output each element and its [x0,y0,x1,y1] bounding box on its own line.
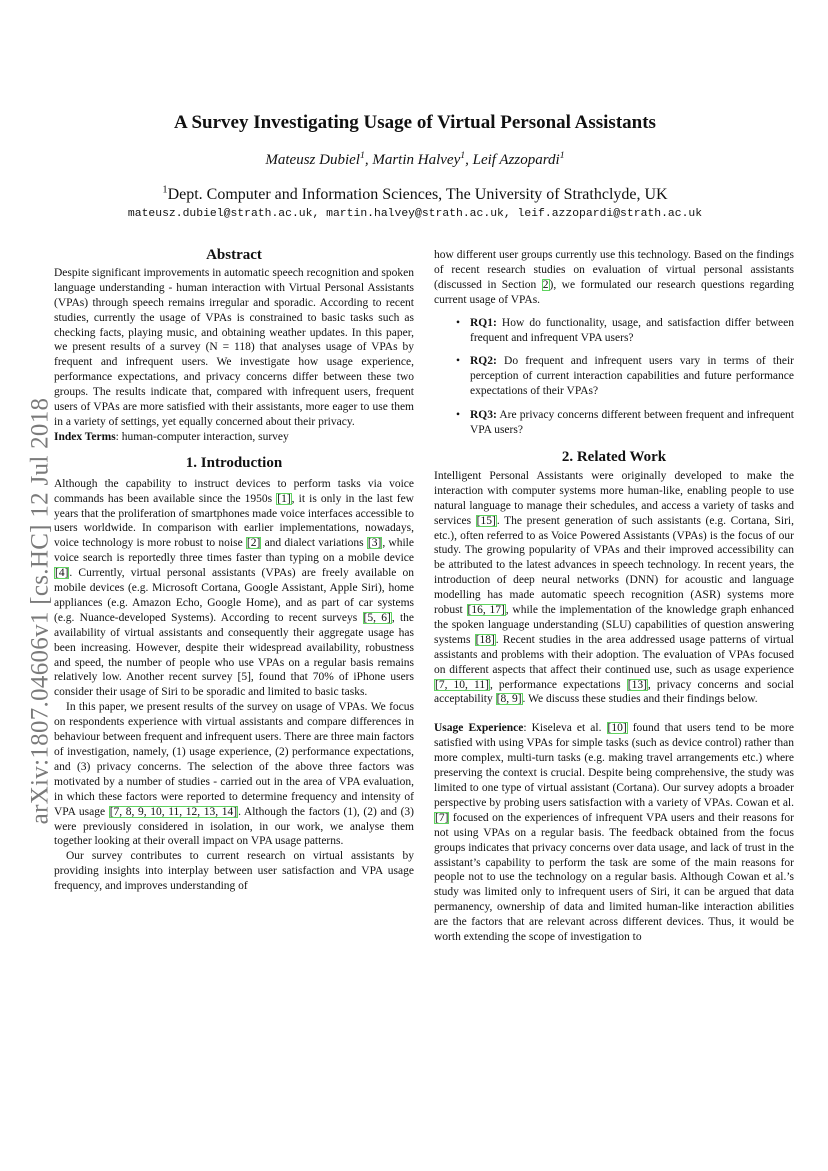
arxiv-identifier: arXiv:1807.04606v1 [cs.HC] 12 Jul 2018 [26,397,53,825]
citation-link[interactable]: [8, 9] [496,693,522,706]
research-questions-list [434,316,794,438]
usage-experience-paragraph: Usage Experience: Kiseleva et al. [10] found that users tend to be more satisfied with using VPAs for simple tasks (such as device control) rather than more complex, multi-turn tasks (e.g. making travel arrangements etc.) where preserving the context is crucial. Despite being comprehensive, the study was limited to one type of virtual assistant (Cortana). Our survey adopts a broader perspective by probing users satisfaction with a variety of VPAs. Cowan et al. [7] focused on the experiences of infrequent VPA users and their reasons for not using VPAs on a regular basis. The feedback obtained from the focus groups indicates that privacy concerns over data usage, and lack of trust in the assistant’s capability to perform the task are some of the main reasons for people not to use the technology on a regular basis. Although Cowan et al.’s study was limited only to infrequent users of Siri, it can be argued that data permanency, ownership of data and limited human-like interaction abilities are the factors that are relevant across different devices. Thus, it would be worth extending the scope of investigation to [434,722,794,944]
author-name: Martin Halvey [372,152,461,168]
abstract-text: Despite significant improvements in automatic speech recognition and spoken language understanding - human interaction with Virtual Personal Assistants (VPAs) through speech remains irregular and sporadic. According to recent studies, currently the usage of VPAs is constrained to basic tasks such as checking facts, playing music, and obtaining weather updates. In this paper, we present results of a survey (N = 118) that analyses usage of VPAs by frequent and infrequent users. We investigate how usage experience, performance expectations, and privacy concerns differ between these two groups. The results indicate that, compared with infrequent users, frequent users of VPAs are more satisfied with their assistants, more eager to use them in a variety of settings, yet equally concerned about their privacy. [54,266,414,428]
introduction-heading: 1. Introduction [185,454,283,471]
author-list: Mateusz Dubiel$^1$, Martin Halvey$^1$, Leif Azzopardi$^1$ [265,150,565,168]
citation-link[interactable]: [13] [627,678,647,691]
citation-link[interactable]: [2] [246,537,261,550]
author-emails: mateusz.dubiel@strath.ac.uk, martin.halvey@strath.ac.uk, leif.azzopardi@strath.ac.uk [127,208,703,220]
citation-link[interactable]: [18] [475,633,495,646]
citation-link[interactable]: [5, 6] [363,611,391,624]
abstract-heading: Abstract [206,247,262,263]
author-name: Leif Azzopardi [472,152,560,168]
intro-paragraph: Although the capability to instruct devices to perform tasks via voice commands has been available since the 1950s [1], it is only in the last few years that the proliferation of smartphones made voice interfaces accessible to users worldwide. In comparison with earlier implementations, nowadays, voice technology is more robust to noise [2] and dialect variations [3], while voice search is reportedly three times faster than typing on a mobile device [4]. Currently, virtual personal assistants (VPAs) are freely available on mobile devices (e.g. Microsoft Cortana, Google Assistant, Apple Siri), home appliances (e.g. Amazon Echo, Google Home), and as part of car systems (e.g. Nuance-developed Systems). According to recent surveys [5, 6], the availability of virtual assistants and consequently their aggregate usage has been increasing. However, despite their widespread availability, robustness and speed, the number of people who use VPAs on a regular basis remains relatively low. Another recent survey [5], found that 70% of iPhone users consider their usage of Siri to be sporadic and limited to basic tasks. [54,477,414,699]
section-link[interactable]: 2 [542,278,549,291]
related-work-heading: 2. Related Work [561,448,667,465]
right-column [434,248,794,945]
author-name: Mateusz Dubiel [265,152,360,168]
index-terms: Index Terms: human-computer interaction, survey [54,430,289,443]
citation-link[interactable]: [16, 17] [467,604,505,617]
citation-link[interactable]: [7, 8, 9, 10, 11, 12, 13, 14] [109,805,238,818]
intro-paragraph: Our survey contributes to current research on virtual assistants by providing insights into interplay between user satisfaction and VPA usage frequency, and improves understanding of [54,850,414,893]
citation-link[interactable]: [3] [367,537,382,550]
affiliation: $^1$Dept. Computer and Information Sciences, The University of Strathclyde, UK [162,184,668,203]
research-question: • RQ2: Do frequent and infrequent users vary in terms of their perception of current interaction capabilities and future performance expectations of their VPAs? [456,354,794,399]
research-question: • RQ3: Are privacy concerns different between frequent and infrequent VPA users? [456,408,794,438]
citation-link[interactable]: [10] [607,722,627,735]
paper-title: A Survey Investigating Usage of Virtual Personal Assistants [174,112,656,133]
citation-link[interactable]: [1] [277,492,291,505]
left-column [54,248,414,894]
intro-continued-paragraph: how different user groups currently use this technology. Based on the findings of recent research studies on evaluation of virtual personal assistants (discussed in Section 2), we formulated our research questions regarding current usage of VPAs. [434,249,794,306]
citation-link[interactable]: [15] [476,514,496,527]
intro-paragraph: In this paper, we present results of the survey on usage of VPAs. We focus on respondents experience with virtual assistants and compare differences in behaviour between frequent and infrequent users. There are three main factors of investigation, namely, (1) usage experience, (2) performance expectations, and (3) privacy concerns. The selection of the above three factors was motivated by a number of studies - carried out in the area of VPA evaluation, in which these factors were reported to determine frequency and intensity of VPA usage [7, 8, 9, 10, 11, 12, 13, 14]. Although the factors (1), (2) and (3) were previously considered in isolation, in our work, we analyse them together looking at their overall impact on VPA usage patterns. [54,701,415,848]
citation-link[interactable]: [7, 10, 11] [435,678,489,691]
related-work-paragraph: Intelligent Personal Assistants were originally developed to make the interaction with computer systems more human-like, enabling people to use natural language to manage their schedules, and access a variety of tasks and services [15]. The present generation of such assistants (e.g. Cortana, Siri, etc.), often referred to as Voice Powered Assistants (VPAs) is the focus of our study. The growing popularity of VPAs and their improved accessibility can be attributed to the latest advances in speech technology. In recent years, the introduction of deep neural networks (DNN) for acoustic and language modelling has made automatic speech recognition (ASR) systems more robust [16, 17], while the implementation of the knowledge graph enhanced the spoken language understanding (SLU) capabilities of question answering systems [18]. Recent studies in the area addressed usage patterns of virtual assistants and problems with their adoption. The evaluation of VPAs focused on different aspects that affect their continued use, such as usage experience [7, 10, 11], performance expectations [13], privacy concerns and social acceptability [8, 9]. We discuss these studies and their findings below. [434,469,795,706]
citation-link[interactable]: [7] [435,811,449,824]
arxiv-identifier-stamp [22,372,58,850]
citation-link[interactable]: [4] [55,567,69,580]
research-question: • RQ1: How do functionality, usage, and satisfaction differ between frequent and infrequent VPA users? [456,316,794,346]
